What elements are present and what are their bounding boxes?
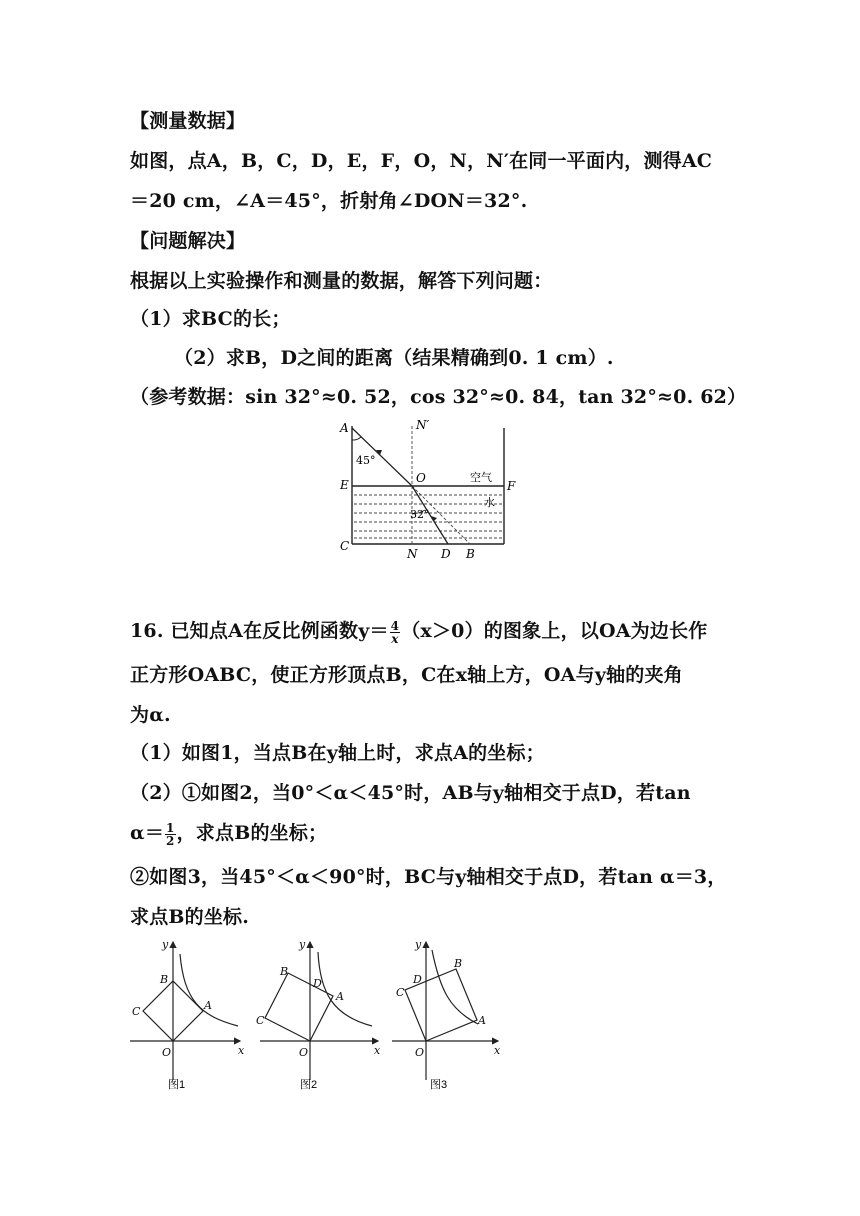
problem16-line1 bbox=[130, 616, 707, 645]
q2-rest: ，求点B的坐标； bbox=[176, 822, 328, 844]
fig3-label-y: y bbox=[415, 938, 422, 951]
question-2: （2）求B，D之间的距离（结果精确到0. 1 cm）. bbox=[174, 347, 614, 369]
problem16-q2-line2 bbox=[130, 818, 327, 847]
question-1: （1）求BC的长； bbox=[130, 308, 291, 330]
fig1-label-A: A bbox=[204, 999, 212, 1012]
label-angle-32: 32° bbox=[410, 508, 430, 521]
section-solve-heading: 【问题解决】 bbox=[130, 230, 246, 252]
fraction-1-over-2 bbox=[165, 822, 176, 847]
fig3-label-D: D bbox=[413, 973, 422, 986]
fig3-label-x: x bbox=[494, 1044, 501, 1057]
problem16-q2-line1: （2）①如图2，当0°＜α＜45°时，AB与y轴相交于点D，若tan bbox=[130, 782, 691, 804]
fig3-caption: 图3 bbox=[430, 1079, 448, 1091]
problem16-q1: （1）如图1，当点B在y轴上时，求点A的坐标； bbox=[130, 742, 545, 764]
reference-data: （参考数据：sin 32°≈0. 52，cos 32°≈0. 84，tan 32°≈0. 62） bbox=[130, 386, 747, 408]
measure-text-line1: 如图，点A，B，C，D，E，F，O，N，N′在同一平面内，测得AC bbox=[130, 150, 713, 172]
refraction-figure bbox=[336, 418, 516, 564]
label-B: B bbox=[466, 547, 475, 561]
fraction-4-over-x bbox=[390, 620, 401, 645]
fig3-label-A: A bbox=[478, 1014, 486, 1027]
solve-intro: 根据以上实验操作和测量的数据，解答下列问题： bbox=[130, 270, 553, 292]
figure-2 bbox=[260, 942, 378, 1080]
problem16-line2: 正方形OABC，使正方形顶点B，C在x轴上方，OA与y轴的夹角 bbox=[130, 664, 683, 686]
fig2-label-C: C bbox=[256, 1014, 265, 1027]
label-N-prime: N′ bbox=[416, 418, 430, 432]
fig2-caption: 图2 bbox=[300, 1079, 318, 1091]
fig2-label-D: D bbox=[313, 977, 322, 990]
measure-text-line2: ＝20 cm，∠A＝45°，折射角∠DON＝32°. bbox=[130, 190, 528, 212]
problem16-line3: 为α. bbox=[130, 704, 171, 726]
fig3-label-C: C bbox=[396, 986, 405, 999]
label-N: N bbox=[407, 547, 418, 561]
problem16-line1-b: （x＞0）的图象上，以OA为边长作 bbox=[401, 620, 708, 642]
figure-1 bbox=[130, 942, 240, 1080]
fig1-label-O: O bbox=[162, 1046, 172, 1059]
fig1-caption: 图1 bbox=[168, 1079, 186, 1091]
fig1-label-y: y bbox=[162, 938, 169, 951]
q2-alpha-eq: α＝ bbox=[130, 822, 165, 844]
label-C: C bbox=[340, 539, 350, 553]
q2-fraction-num: 1 bbox=[166, 820, 175, 835]
fig2-label-A: A bbox=[336, 990, 344, 1003]
section-measure-heading: 【测量数据】 bbox=[130, 110, 246, 132]
problem16-line1-a: 16. 已知点A在反比例函数y＝ bbox=[130, 620, 389, 642]
label-O: O bbox=[416, 471, 426, 485]
coordinate-figures bbox=[120, 930, 510, 1100]
fig1-label-x: x bbox=[238, 1044, 245, 1057]
fig2-label-x: x bbox=[374, 1044, 381, 1057]
fig2-label-y: y bbox=[299, 938, 306, 951]
label-E: E bbox=[340, 478, 349, 492]
fig1-label-C: C bbox=[132, 1005, 141, 1018]
label-water: 水 bbox=[484, 496, 495, 509]
fig3-label-O: O bbox=[415, 1046, 425, 1059]
label-A: A bbox=[340, 421, 349, 435]
fraction-den: x bbox=[391, 631, 399, 646]
fig3-label-B: B bbox=[454, 957, 463, 970]
fraction-num: 4 bbox=[390, 618, 400, 633]
label-air: 空气 bbox=[470, 471, 492, 484]
fig1-label-B: B bbox=[160, 973, 169, 986]
label-angle-45: 45° bbox=[356, 454, 376, 467]
q2-fraction-den: 2 bbox=[166, 833, 175, 848]
label-F: F bbox=[507, 479, 516, 493]
problem16-q3-line1: ②如图3，当45°＜α＜90°时，BC与y轴相交于点D，若tan α＝3， bbox=[130, 866, 727, 888]
problem16-q3-line2: 求点B的坐标. bbox=[130, 906, 250, 928]
label-D: D bbox=[441, 547, 451, 561]
figure-3 bbox=[392, 942, 498, 1080]
fig2-label-B: B bbox=[280, 965, 289, 978]
fig2-label-O: O bbox=[299, 1046, 309, 1059]
